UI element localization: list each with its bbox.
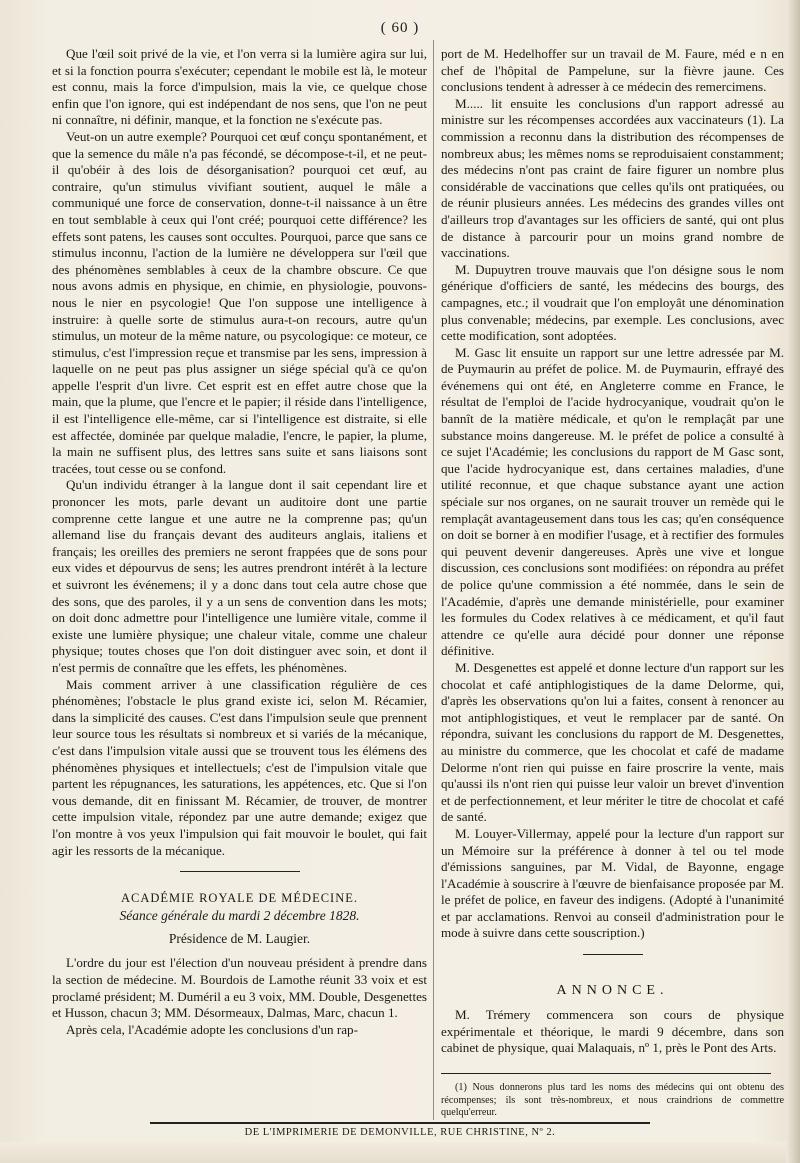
imprint-rule [150,1122,650,1124]
right-column [441,46,784,1120]
paragraph: M. Gasc lit ensuite un rapport sur une lettre adressée par M. de Puymaurin au préfet de police. M. de Puymaurin, effrayé des événemens qui ont été, en Angleterre comme en France, le résultat de l'emploi de l'acide hydrocyanique, voudrait qu'on le bannît de la matière médicale, et qu'on le remplaçât par une substance moins dangereuse. M. le préfet de police a consulté à ce sujet l'Académie; les conclusions du rapport de M Gasc sont, que l'acide hydrocyanique est, dans certaines maladies, d'une utilité reconnue, et que chaque substance ayant une action spéciale sur nos organes, on ne saurait trouver un remède qui le remplaçât avantageusement dans tous les cas; qu'en conséquence on doit se borner à en modifier l'usage, et à rectifier des formules qui peuvent devenir dangereuses. Après une vive et longue discussion, ces conclusions sont modifiées: on répondra au préfet de police qu'une commission a été nommée, dans le sein de l'Académie, d'après une demande ministérielle, pour examiner les formules du Codex relatives à ce médicament, et qu'il faut attendre ce qu'elle aura décidé pour donner une réponse définitive. [441,344,784,659]
paragraph: Veut-on un autre exemple? Pourquoi cet œuf conçu spontanément, et que la semence du mâle n'a pas fécondé, se décompose-t-il, et ne peut-il qu'obéir à des lois de désorganisation? pourquoi cet œuf, au contraire, qu'un stimulus vivifiant soutient, auquel le mâle a communiqué une force de conservation, donne-t-il naissance à un être en tout semblable à ceux qui l'ont créé; pourquoi cette différence? les effets sont patens, les causes sont occultes. Pourquoi, parce que sans ce stimulus inconnu, l'action de la lumière ne développera sur l'œil que des phénomènes semblables à ceux de la chambre obscure. Ce que nous avons admis en physique, en chimie, en physiologie, pouvons-nous le nier en psycologie! Que l'on suppose une intelligence à instruire: à quelle sorte de stimulus aura-t-on recours, autre qu'un stimulus, un moteur de la même nature, ou psycologique: ce moteur, ce stimulus, c'est l'impression reçue et transmise par les sens, impression à laquelle on ne peut pas plus assigner un siége spécial qu'à ce qu'on appelle l'esprit d'un livre. Cet esprit est en effet autre chose que la main, que la plume, que l'encre et le papier; il réside dans l'intelligence, il est l'intelligence elle-même, car si l'intelligence est distraite, si elle est affectée, dominée par quelque maladie, l'encre, le papier, la plume, la main ne suffisent plus, des lettres sans suite et sans liaisons sont tracées, tout cesse ou se confond. [52,128,427,476]
paragraph: Qu'un individu étranger à la langue dont il sait cependant lire et prononcer les mots, parle devant un auditoire dont une partie comprenne cette langue et une autre ne la comprenne pas; qu'un allemand lise du français devant des auditeurs anglais, italiens et français; les oreilles des premiers ne seront frappées que de sons pour eux vides et dépourvus de sens; les autres prendront intérêt à la lecture et suivront les événemens; il y a donc dans tout cela autre chose que des sons, que des paroles, il y a un sens de convention dans les mots; on doit donc admettre pour l'intelligence une lumière vitale, comme il existe une lumière physique; une chaleur vitale, comme une chaleur physique; toutes choses que l'on doit distinguer avec soin, et dont il n'est permis de connaître que les effets, les phénomènes. [52,477,427,675]
paragraph: M. Desgenettes est appelé et donne lecture d'un rapport sur les chocolat et café antiphlogistiques de la dame Delorme, qui, d'après les observations qu'on lui a faites, consent à renoncer au mot antiphlogistiques, et veut le remplacer par de santé. On répondra, suivant les conclusions du rapport de M. Desgenettes, au ministre du commerce, que les chocolat et café de madame Delorme n'ont rien qui puisse en faire proscrire la vente, mais qu'aussi ils n'ont rien qui puisse leur valoir un brevet d'invention et de perfectionnement, et leur mériter le titre de chocolat et café de santé. [441,659,784,825]
page-edge [786,0,800,1163]
ornament-divider [52,863,427,880]
imprint: DE L'IMPRIMERIE DE DEMONVILLE, RUE CHRISTINE, Nº 2. [244,1127,556,1138]
paragraph: M. Dupuytren trouve mauvais que l'on désigne sous le nom générique d'officiers de santé, les médecins des bourgs, des campagnes, etc.; il voudrait que l'on employât une dénomination plus convenable; médecins, par exemple. Les conclusions, avec cette modification, sont adoptées. [441,261,784,344]
section-presidence: Présidence de M. Laugier. [168,930,311,946]
footnote: (1) Nous donnerons plus tard les noms des médecins qui ont obtenu des récompenses; ils sont très-nombreux, et nous craindrions de commettre quelqu'erreur. [441,1082,784,1119]
section-title: ACADÉMIE ROYALE DE MÉDECINE. [120,890,358,905]
page-number: ( 60 ) [380,20,420,36]
paragraph: Que l'œil soit privé de la vie, et l'on verra si la lumière agira sur lui, et si la fonction pourra s'exécuter; cependant le mobile est là, le moteur est connu, mais la force d'impulsion, mais la vie, ce quelque chose enfin que l'on ignore, qui est indépendant de nos sens, que l'on ne peut ni connaître, ni définir, manque, et la fonction ne s'exécute pas. [52,46,427,128]
paragraph: Mais comment arriver à une classification régulière de ces phénomènes; l'obstacle le plus grand existe ici, selon M. Récamier, dans la simplicité des causes. C'est dans l'impulsion seule que prennent leur source tous les résultats si nombreux et si variés de la mécanique, c'est dans l'impulsion vitale aussi que se trouvent tous les élémens des phénomènes physiques et intellectuels; c'est de l'impulsion vitale que partent les répugnances, les saturations, les appétences, etc. Que si l'on vous demande, dit en finissant M. Récamier, de trouver, de montrer cette impulsion vitale, répondez par une autre demande; exigez que l'on montre à vos yeux l'impulsion qui fait mouvoir le boulet, qui fait agir les ressorts de la mécanique. [52,676,427,858]
left-column [52,46,427,1038]
page-bottom-shadow [0,1142,800,1163]
annonce-title: ANNONCE. [556,982,669,998]
footnote-rule [441,1073,771,1074]
ornament-divider [441,946,784,963]
paragraph: M..... lit ensuite les conclusions d'un rapport adressé au ministre sur les récompenses accordées aux vaccinateurs (1). La commission a reconnu dans la distribution des récompenses de nombreux abus; les mêmes noms se reproduisaient constamment; des médecins n'ont pas craint de faire figurer un nombre plus considérable de vaccinations que celles qu'ils ont pratiquées, ou de réunir plusieurs années. Les médecins des grandes villes ont d'ailleurs trop d'avantages sur les officiers de santé, qui ont plus de distance à parcourir pour un moins grand nombre de vaccinations. [441,95,784,261]
paragraph: M. Louyer-Villermay, appelé pour la lecture d'un rapport sur un Mémoire sur la préférence à donner à tel ou tel mode d'émissions sanguines, par M. Vidal, de Bayonne, engage l'Académie à souscrire à l'œuvre de bienfaisance proposée par M. le préfet de police, en faveur des indigens. (Adopté à l'unanimité et par acclamations. Renvoi au conseil d'administration pour le mode à suivre dans cette souscription.) [441,825,784,941]
section-subtitle: Séance générale du mardi 2 décembre 1828. [119,908,360,924]
annonce-text: M. Trémery commencera son cours de physique expérimentale et théorique, le mardi 9 décembre, dans son cabinet de physique, quai Malaquais, nº 1, près le Pont des Arts. [441,1007,784,1056]
column-divider [433,40,434,1120]
paragraph: port de M. Hedelhoffer sur un travail de M. Faure, méd e n en chef de l'hôpital de Pampelune, sur la fièvre jaune. Ces conclusions tendent à adresser à ce médecin des remercimens. [441,46,784,95]
paragraph: L'ordre du jour est l'élection d'un nouveau président à prendre dans la section de médecine. M. Bourdois de Lamothe réunit 33 voix et est proclamé président; M. Duméril a eu 3 voix, MM. Double, Desgenettes et Husson, chacun 3; MM. Désormeaux, Dalmas, Marc, chacun 1. [52,955,427,1021]
paragraph: Après cela, l'Académie adopte les conclusions d'un rap- [66,1021,358,1037]
